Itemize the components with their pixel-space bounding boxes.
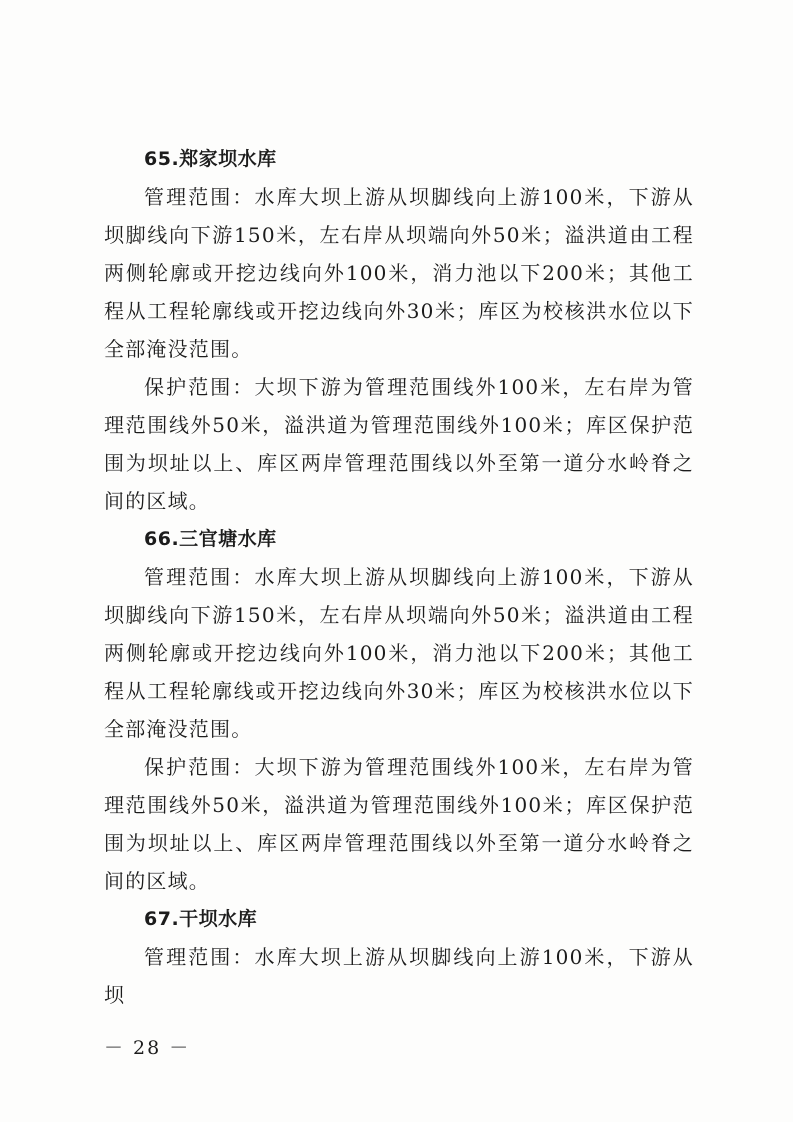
section-title-66: 66.三官塘水库 <box>144 528 277 550</box>
section-title-65: 65.郑家坝水库 <box>144 148 277 170</box>
management-scope-paragraph: 管理范围：水库大坝上游从坝脚线向上游100米，下游从坝脚线向下游150米，左右岸从坝端向外50米；溢洪道由工程两侧轮廓或开挖边线向外100米，消力池以下200米；其他工程从工程轮廓线或开挖边线向外30米；库区为校核洪水位以下全部淹没范围。 <box>104 185 694 361</box>
management-scope-paragraph: 管理范围：水库大坝上游从坝脚线向上游100米，下游从坝脚线向下游150米，左右岸从坝端向外50米；溢洪道由工程两侧轮廓或开挖边线向外100米，消力池以下200米；其他工程从工程轮廓线或开挖边线向外30米；库区为校核洪水位以下全部淹没范围。 <box>104 565 694 741</box>
management-scope-paragraph: 管理范围：水库大坝上游从坝脚线向上游100米，下游从坝 <box>104 945 694 1007</box>
section-title-67: 67.干坝水库 <box>144 908 258 930</box>
protection-scope-paragraph: 保护范围：大坝下游为管理范围线外100米，左右岸为管理范围线外50米，溢洪道为管理范围线外100米；库区保护范围为坝址以上、库区两岸管理范围线以外至第一道分水岭脊之间的区域。 <box>104 375 694 513</box>
page-content <box>104 140 694 1014</box>
protection-scope-paragraph: 保护范围：大坝下游为管理范围线外100米，左右岸为管理范围线外50米，溢洪道为管理范围线外100米；库区保护范围为坝址以上、库区两岸管理范围线以外至第一道分水岭脊之间的区域。 <box>104 755 694 893</box>
page-number: － 28 － <box>104 1037 191 1059</box>
